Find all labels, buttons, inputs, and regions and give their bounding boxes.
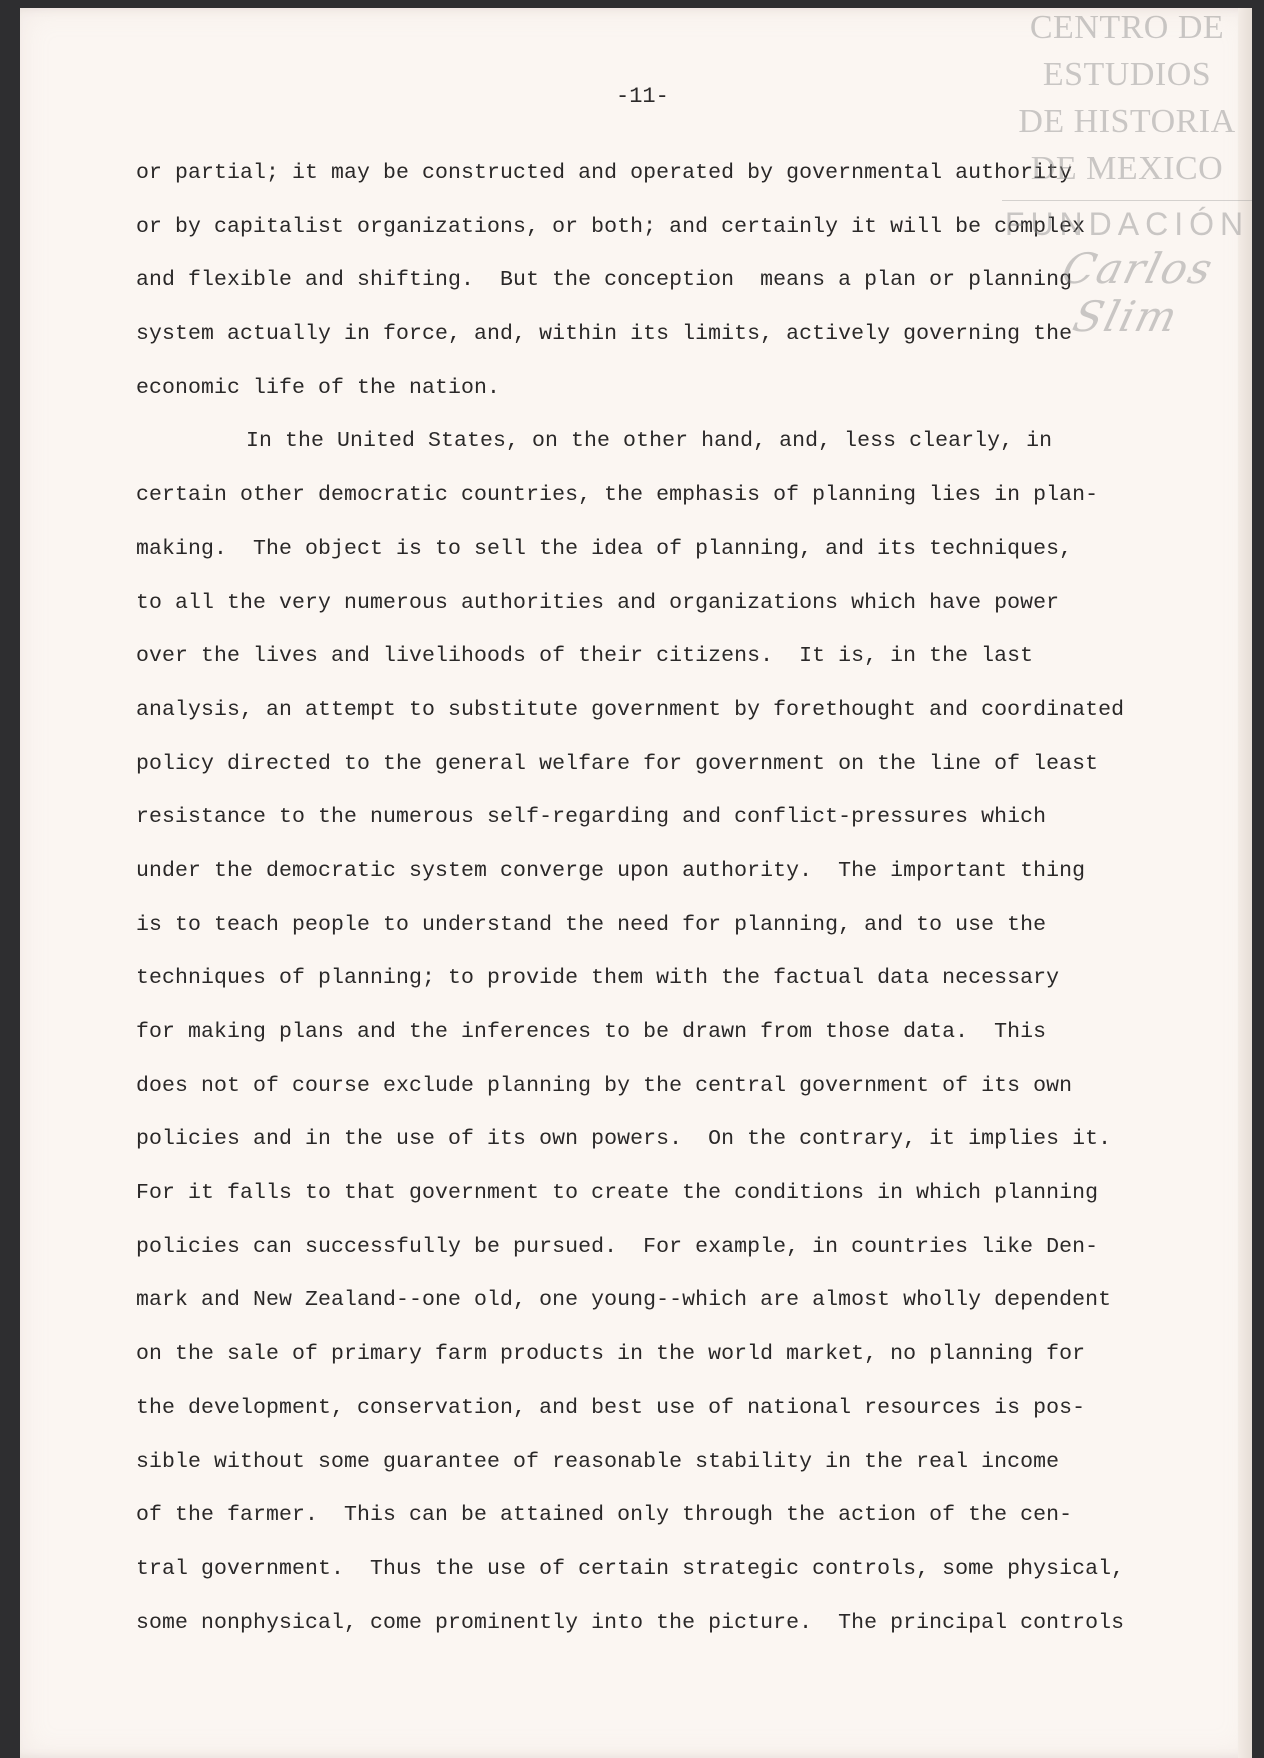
text-line: making. The object is to sell the idea of planning, and its techniques, <box>136 536 1073 561</box>
text-line: system actually in force, and, within its limits, actively governing the <box>136 322 1073 347</box>
watermark-line: DE HISTORIA <box>1018 103 1236 140</box>
watermark-line: ESTUDIOS <box>1042 56 1212 93</box>
watermark-line: DE MEXICO <box>1030 150 1224 187</box>
paragraph-start-line: In the United States, on the other hand, and, less clearly, in <box>246 429 1053 454</box>
text-line: mark and New Zealand--one old, one young--which are almost wholly dependent <box>136 1288 1112 1313</box>
watermark-foundation: FUNDACIÓN <box>1004 206 1250 242</box>
text-line: for making plans and the inferences to be drawn from those data. This <box>136 1020 1047 1044</box>
text-line: policies can successfully be pursued. For example, in countries like Den- <box>136 1234 1099 1259</box>
text-line: on the sale of primary farm products in the world market, no planning for <box>136 1342 1086 1367</box>
text-line: under the democratic system converge upon authority. The important thing <box>136 858 1086 883</box>
text-line: or partial; it may be constructed and operated by governmental authority <box>136 161 1073 185</box>
text-line: resistance to the numerous self-regarding and conflict-pressures which <box>136 805 1047 830</box>
text-line: or by capitalist organizations, or both; and certainly it will be complex <box>136 214 1086 239</box>
watermark-signature: Carlos Slim <box>1057 244 1219 341</box>
paper-edge <box>1238 8 1252 1758</box>
text-line: the development, conservation, and best use of national resources is pos- <box>136 1395 1086 1420</box>
text-line: some nonphysical, come prominently into the picture. The principal controls <box>136 1610 1125 1635</box>
text-line: economic life of the nation. <box>136 375 501 400</box>
text-line: over the lives and livelihoods of their citizens. It is, in the last <box>136 644 1034 669</box>
text-line: of the farmer. This can be attained only through the action of the cen- <box>136 1503 1073 1528</box>
text-line: policies and in the use of its own powers. On the contrary, it implies it. <box>136 1127 1112 1152</box>
text-line: For it falls to that government to create the conditions in which planning <box>136 1181 1099 1206</box>
text-line: tral government. Thus the use of certain strategic controls, some physical, <box>136 1556 1125 1581</box>
watermark-line: CENTRO DE <box>1029 9 1225 46</box>
text-line: to all the very numerous authorities and organizations which have power <box>136 590 1060 615</box>
text-line: policy directed to the general welfare for government on the line of least <box>136 751 1099 776</box>
text-line: techniques of planning; to provide them with the factual data necessary <box>136 966 1060 991</box>
text-line: does not of course exclude planning by the central government of its own <box>136 1073 1073 1098</box>
page-number: -11- <box>616 84 669 109</box>
text-line: and flexible and shifting. But the conception means a plan or planning <box>136 268 1073 293</box>
text-line: is to teach people to understand the need for planning, and to use the <box>136 912 1047 937</box>
text-line: analysis, an attempt to substitute government by forethought and coordinated <box>136 697 1125 722</box>
text-line: certain other democratic countries, the emphasis of planning lies in plan- <box>136 483 1099 508</box>
text-line: sible without some guarantee of reasonable stability in the real income <box>136 1449 1060 1474</box>
typewritten-page <box>20 8 1252 1758</box>
body-text <box>136 158 1186 1661</box>
